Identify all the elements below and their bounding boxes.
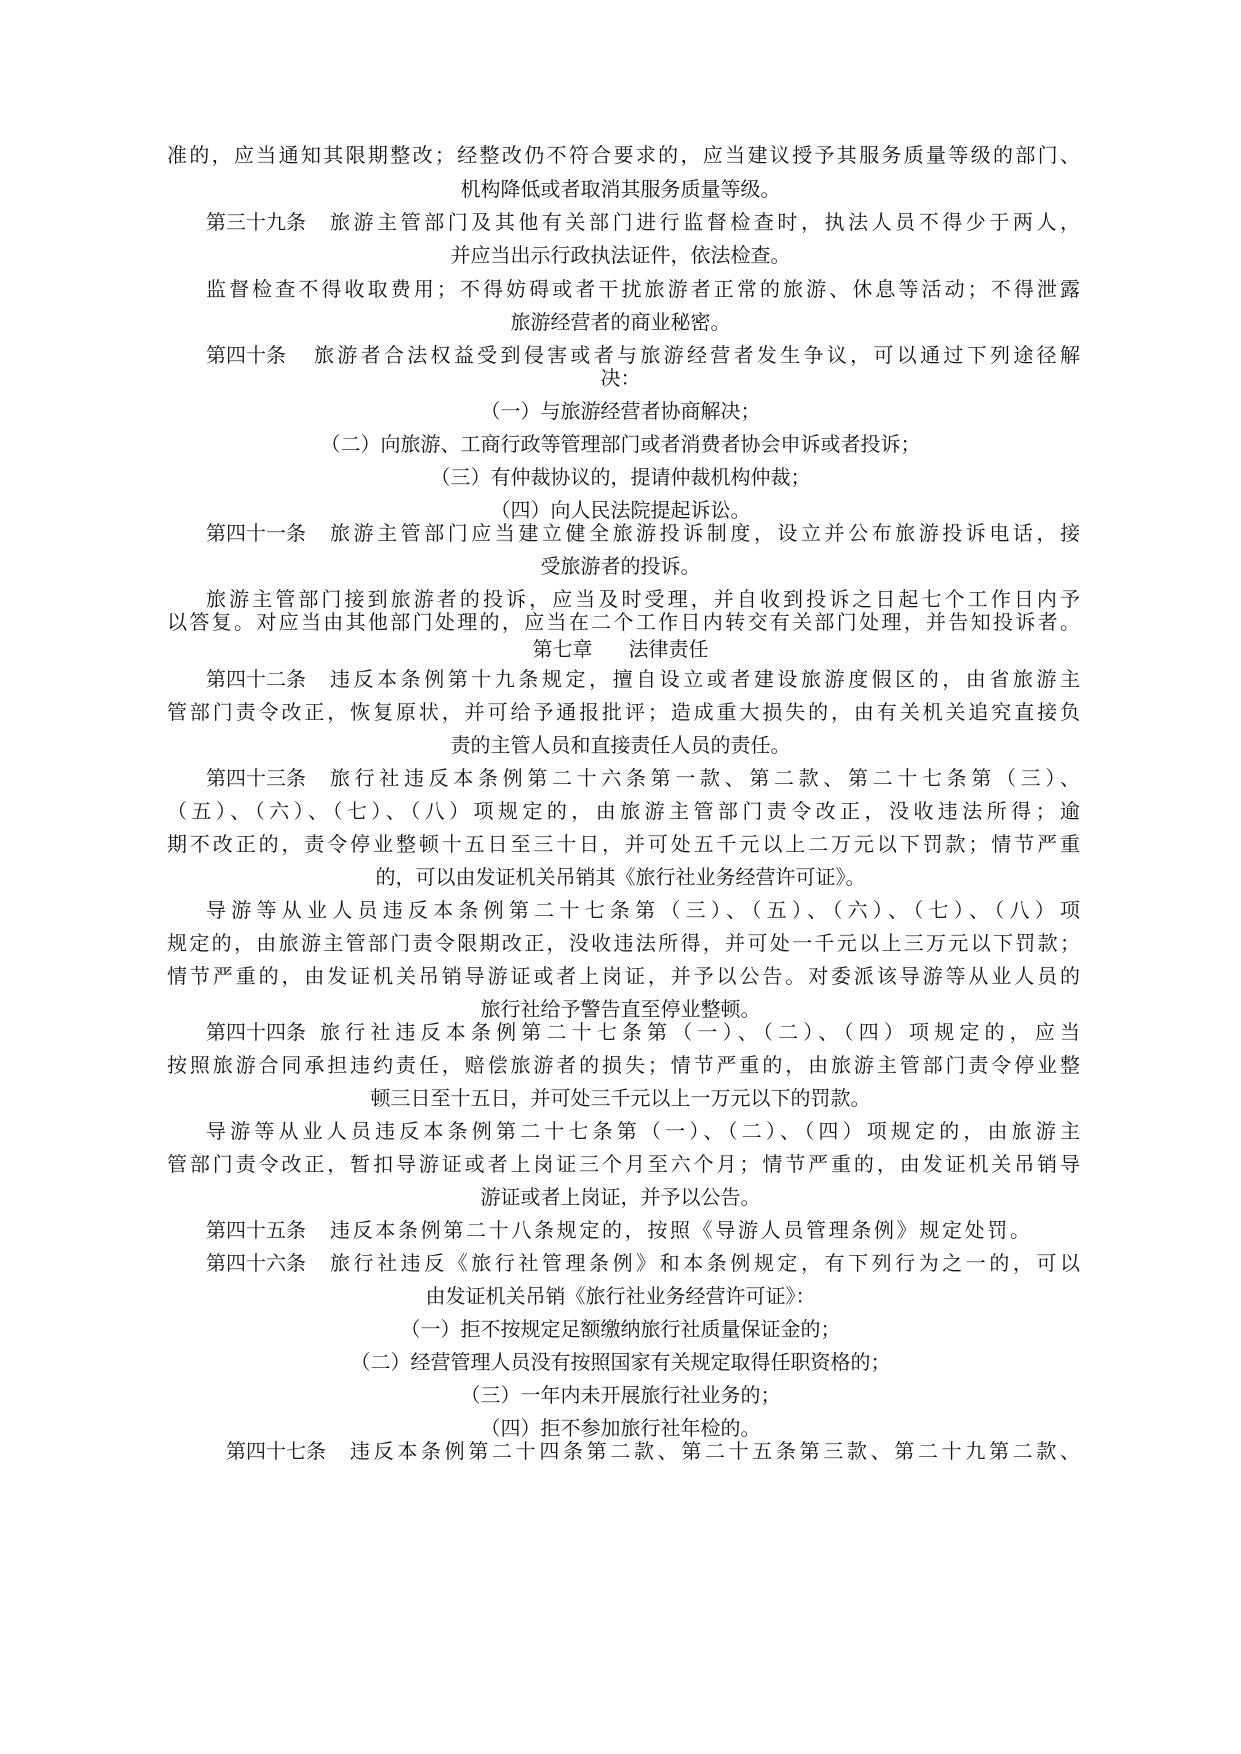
text-line: 受旅游者的投诉。 [540, 554, 701, 578]
article-heading: 第四十七条 [226, 1439, 326, 1463]
article-heading: 第四十一条 [206, 521, 306, 545]
text-line: 按照旅游合同承担违约责任，赔偿旅游者的损失；情节严重的，由旅游主管部门责令停业整 [167, 1053, 1080, 1077]
list-item: （一）与旅游经营者协商解决； [480, 399, 761, 423]
text-line: 规定的，由旅游主管部门责令限期改正，没收违法所得，并可处一千元以上三万元以下罚款； [167, 931, 1080, 955]
article-heading: 第四十二条 [206, 667, 306, 691]
text-line: 旅游经营者的商业秘密。 [510, 310, 731, 334]
chapter-title: 法律责任 [628, 637, 709, 661]
text-line: 情节严重的，由发证机关吊销导游证或者上岗证，并予以公告。对委派该导游等从业人员的 [167, 964, 1080, 988]
text-line: 违反本条例第二十四条第二款、第二十五条第三款、第二十九第二款、 [350, 1439, 1080, 1463]
text-line: 旅行社违反《旅行社管理条例》和本条例规定，有下列行为之一的，可以 [330, 1251, 1080, 1275]
text-line: 导游等从业人员违反本条例第二十七条第（一）、（二）、（四）项规定的，由旅游主 [206, 1119, 1080, 1143]
list-item: （四）拒不参加旅行社年检的。 [480, 1416, 761, 1440]
text-line: 顿三日至十五日，并可处三千元以上一万元以下的罚款。 [370, 1086, 871, 1110]
text-line: 期不改正的，责令停业整顿十五日至三十日，并可处五千元以上二万元以下罚款；情节严重 [167, 832, 1080, 856]
list-item: （四）向人民法院提起诉讼。 [490, 498, 751, 522]
text-line: 违反本条例第二十八条规定的，按照《导游人员管理条例》规定处罚。 [330, 1218, 1030, 1242]
article-heading: 第四十条 [206, 343, 286, 367]
text-line: 机构降低或者取消其服务质量等级。 [460, 177, 781, 201]
list-item: （三）一年内未开展旅行社业务的； [460, 1383, 781, 1407]
chapter-number: 第七章 [532, 637, 593, 661]
text-line: 旅行社给予警告直至停业整顿。 [480, 997, 761, 1021]
text-line: 旅行社违反本条例第二十七条第（一）、（二）、（四）项规定的，应当 [320, 1020, 1080, 1044]
article-heading: 第四十四条 [206, 1020, 306, 1044]
text-line: 游证或者上岗证，并予以公告。 [480, 1185, 761, 1209]
text-line: 并应当出示行政执法证件，依法检查。 [450, 243, 791, 267]
text-line: 旅游主管部门接到旅游者的投诉，应当及时受理，并自收到投诉之日起七个工作日内予 [206, 587, 1080, 611]
article-heading: 第四十六条 [206, 1251, 306, 1275]
list-item: （三）有仲裁协议的，提请仲裁机构仲裁； [430, 465, 811, 489]
text-line: 准的，应当通知其限期整改；经整改仍不符合要求的，应当建议授予其服务质量等级的部门、 [167, 143, 1080, 167]
text-line: 旅游主管部门应当建立健全旅游投诉制度，设立并公布旅游投诉电话，接 [330, 521, 1080, 545]
list-item: （二）向旅游、工商行政等管理部门或者消费者协会申诉或者投诉； [320, 432, 921, 456]
text-line: 监督检查不得收取费用；不得妨碍或者干扰旅游者正常的旅游、休息等活动；不得泄露 [206, 277, 1080, 301]
text-line: 以答复。对应当由其他部门处理的，应当在二个工作日内转交有关部门处理，并告知投诉者。 [167, 610, 1080, 634]
text-line: 旅游者合法权益受到侵害或者与旅游经营者发生争议，可以通过下列途径解 [314, 343, 1080, 367]
text-line: 管部门责令改正，暂扣导游证或者上岗证三个月至六个月；情节严重的，由发证机关吊销导 [167, 1152, 1080, 1176]
article-heading: 第三十九条 [206, 210, 306, 234]
article-heading: 第四十五条 [206, 1218, 306, 1242]
text-line: 旅游主管部门及其他有关部门进行监督检查时，执法人员不得少于两人， [330, 210, 1080, 234]
article-heading: 第四十三条 [206, 766, 306, 790]
text-line: 导游等从业人员违反本条例第二十七条第（三）、（五）、（六）、（七）、（八）项 [206, 898, 1080, 922]
text-line: 由发证机关吊销《旅行社业务经营许可证》： [425, 1284, 816, 1308]
text-line: （五）、（六）、（七）、（八）项规定的，由旅游主管部门责令改正，没收违法所得；逾 [167, 799, 1080, 823]
text-line: 违反本条例第十九条规定，擅自设立或者建设旅游度假区的，由省旅游主 [330, 667, 1080, 691]
text-line: 旅行社违反本条例第二十六条第一款、第二款、第二十七条第（三）、 [330, 766, 1080, 790]
list-item: （一）拒不按规定足额缴纳旅行社质量保证金的； [400, 1317, 841, 1341]
list-item: （二）经营管理人员没有按照国家有关规定取得任职资格的； [350, 1350, 891, 1374]
chapter-heading [0, 635, 1241, 663]
text-line: 的，可以由发证机关吊销其《旅行社业务经营许可证》。 [375, 865, 866, 889]
text-line: 责的主管人员和直接责任人员的责任。 [450, 733, 791, 757]
text-line: 管部门责令改正，恢复原状，并可给予通报批评；造成重大损失的，由有关机关追究直接负 [167, 700, 1080, 724]
text-line: 决： [600, 366, 641, 390]
